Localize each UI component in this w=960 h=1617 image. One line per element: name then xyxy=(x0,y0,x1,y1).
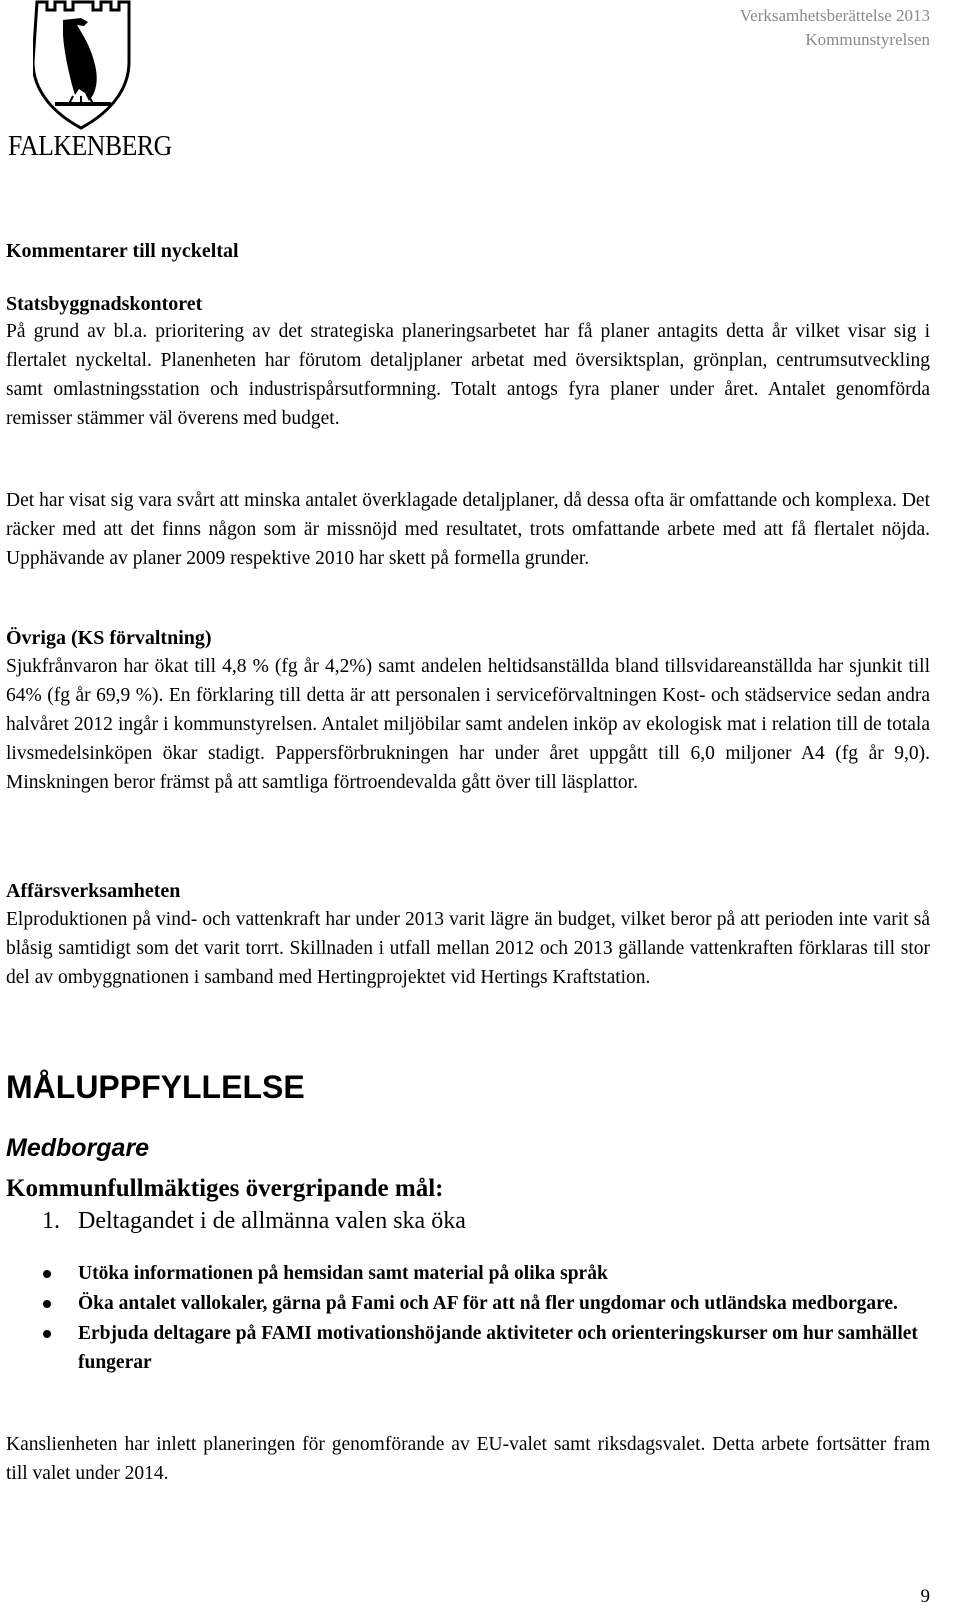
department-name: Kommunstyrelsen xyxy=(805,30,930,49)
goal-item xyxy=(6,1206,930,1236)
page-number: 9 xyxy=(920,1586,930,1607)
goal-number: 1. xyxy=(42,1208,60,1234)
section-heading-statsbyggnad: Statsbyggnadskontoret xyxy=(6,293,203,315)
paragraph-ovriga: Sjukfrånvaron har ökat till 4,8 % (fg år 4,2%) samt andelen heltidsanställda bland tillsvidareanställda har sjunkit till 64% (fg år 69,9 %). En förklaring till detta är att personalen i serviceförvaltningen Kost- och städservice sedan andra halvåret 2012 ingår i kommunstyrelsen. Antalet miljöbilar samt andelen inköp av ekologisk mat i relation till de totala livsmedelsinköpen ökar stadigt. Pappersförbrukningen har under året uppgått till 6,0 miljoner A4 (fg år 9,0). Minskningen beror främst på att samtliga förtroendevalda gått över till läsplattor. xyxy=(6,656,930,793)
falkenberg-logo xyxy=(8,0,172,162)
section-heading-ovriga: Övriga (KS förvaltning) xyxy=(6,627,212,649)
heading-maluppfyllelse: MÅLUPPFYLLELSE xyxy=(6,1069,305,1105)
action-bullet-list xyxy=(6,1259,930,1378)
paragraph-statsbyggnad-2: Det har visat sig vara svårt att minska antalet överklagade detaljplaner, då dessa ofta är omfattande och komplexa. Det räcker med att det finns någon som är missnöjd med resultatet, trots omfattande arbete med att få flertalet nöjda. Upphävande av planer 2009 respektive 2010 har skett på formella grunder. xyxy=(6,490,930,569)
paragraph-closing: Kanslienheten har inlett planeringen för genomförande av EU-valet samt riksdagsvalet. Detta arbete fortsätter fram till valet under 2014. xyxy=(6,1434,930,1484)
coat-of-arms-icon xyxy=(33,0,133,130)
section-heading-affars: Affärsverksamheten xyxy=(6,880,181,902)
bullet-icon xyxy=(43,1330,51,1338)
bullet-icon xyxy=(43,1300,51,1308)
bullet-icon xyxy=(43,1270,51,1278)
list-item: Öka antalet vallokaler, gärna på Fami och AF för att nå fler ungdomar och utländska medborgare. xyxy=(6,1289,930,1318)
list-item: Erbjuda deltagare på FAMI motivationshöjande aktiviteter och orienteringskurser om hur samhället fungerar xyxy=(6,1319,930,1377)
doc-title: Verksamhetsberättelse 2013 xyxy=(739,6,930,25)
logo-wordmark: FALKENBERG xyxy=(8,131,172,162)
section-heading-kommentarer: Kommentarer till nyckeltal xyxy=(6,240,239,262)
paragraph-statsbyggnad-1: På grund av bl.a. prioritering av det strategiska planeringsarbetet har få planer antagits detta år vilket visar sig i flertalet nyckeltal. Planenheten har förutom detaljplaner arbetat med översiktsplan, grönplan, centrumsutveckling samt omlastningsstation och industrispårsutformning. Totalt antogs fyra planer under året. Antalet genomförda remisser stämmer väl överens med budget. xyxy=(6,321,930,429)
subheading-medborgare: Medborgare xyxy=(6,1134,150,1162)
goal-text: Deltagandet i de allmänna valen ska öka xyxy=(78,1208,466,1234)
list-item: Utöka informationen på hemsidan samt material på olika språk xyxy=(6,1259,930,1288)
paragraph-affars: Elproduktionen på vind- och vattenkraft har under 2013 varit lägre än budget, vilket beror på att perioden inte varit så blåsig samtidigt som det varit torrt. Skillnaden i utfall mellan 2012 och 2013 gällande vattenkraften förklaras till stor del av ombyggnationen i samband med Hertingprojektet vid Hertings Kraftstation. xyxy=(6,909,930,988)
goal-heading: Kommunfullmäktiges övergripande mål: xyxy=(6,1175,444,1202)
document-header xyxy=(740,4,930,52)
